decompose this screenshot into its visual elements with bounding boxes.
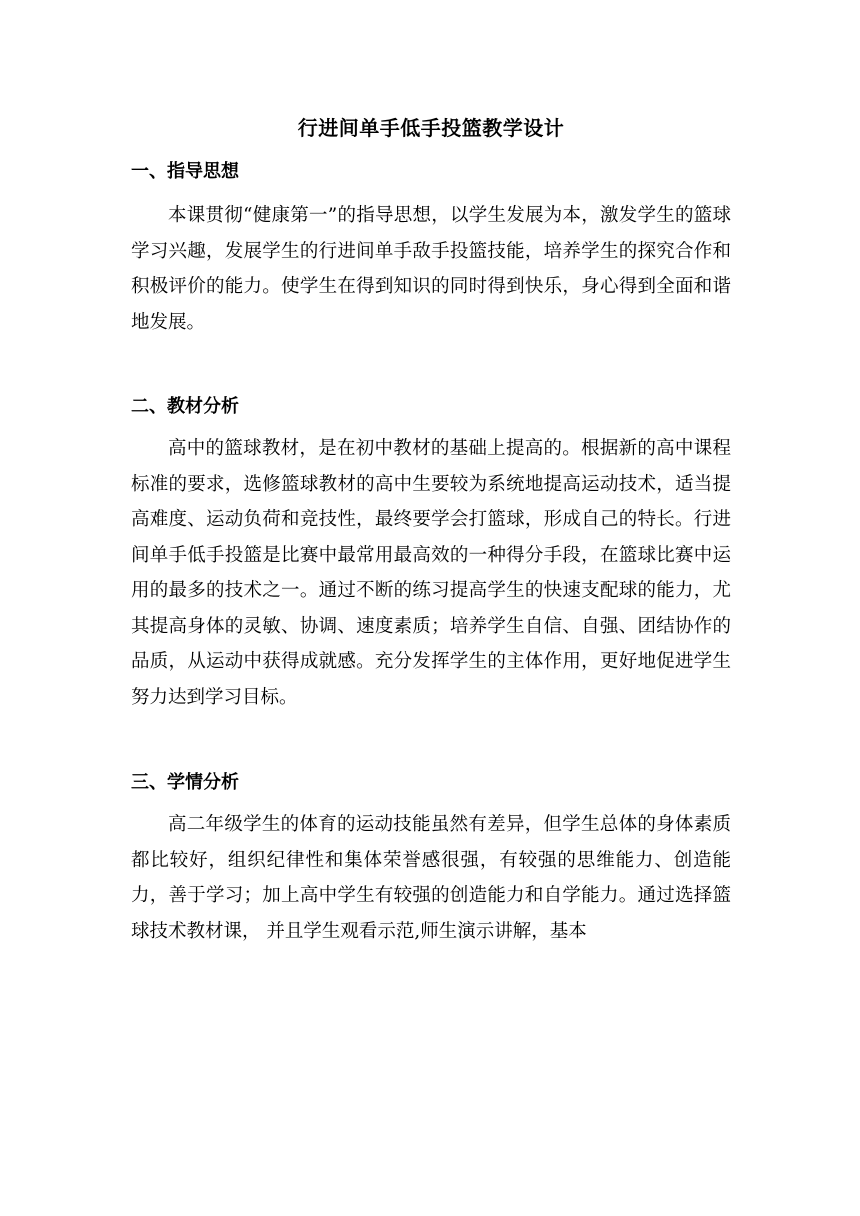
section-paragraph: 本课贯彻“健康第一”的指导思想，以学生发展为本，激发学生的篮球学习兴趣，发展学生的行进间单手敌手投篮技能，培养学生的探究合作和积极评价的能力。使学生在得到知识的同时得到快乐，身心得到全面和谐地发展。 bbox=[131, 205, 731, 333]
section-paragraph: 高二年级学生的体育的运动技能虽然有差异，但学生总体的身体素质都比较好，组织纪律性和集体荣誉感很强，有较强的思维能力、创造能力，善于学习；加上高中学生有较强的创造能力和自学能力。通过选择篮球技术教材课， 并且学生观看示范,师生演示讲解，基本 bbox=[131, 814, 731, 942]
section-textbook-analysis bbox=[131, 393, 731, 715]
section-heading: 一、指导思想 bbox=[131, 161, 239, 182]
document-page bbox=[131, 112, 731, 949]
section-paragraph: 高中的篮球教材，是在初中教材的基础上提高的。根据新的高中课程标准的要求，选修篮球教材的高中生要较为系统地提高运动技术，适当提高难度、运动负荷和竞技性，最终要学会打篮球，形成自己的特长。行进间单手低手投篮是比赛中最常用最高效的一种得分手段，在篮球比赛中运用的最多的技术之一。通过不断的练习提高学生的快速支配球的能力，尤其提高身体的灵敏、协调、速度素质；培养学生自信、自强、团结协作的品质，从运动中获得成就感。充分发挥学生的主体作用，更好地促进学生努力达到学习目标。 bbox=[131, 438, 731, 708]
section-heading: 二、教材分析 bbox=[131, 396, 239, 417]
section-heading: 三、学情分析 bbox=[131, 772, 239, 793]
section-guiding-ideology bbox=[131, 158, 731, 340]
document-title: 行进间单手低手投篮教学设计 bbox=[297, 116, 565, 140]
section-student-analysis bbox=[131, 769, 731, 949]
